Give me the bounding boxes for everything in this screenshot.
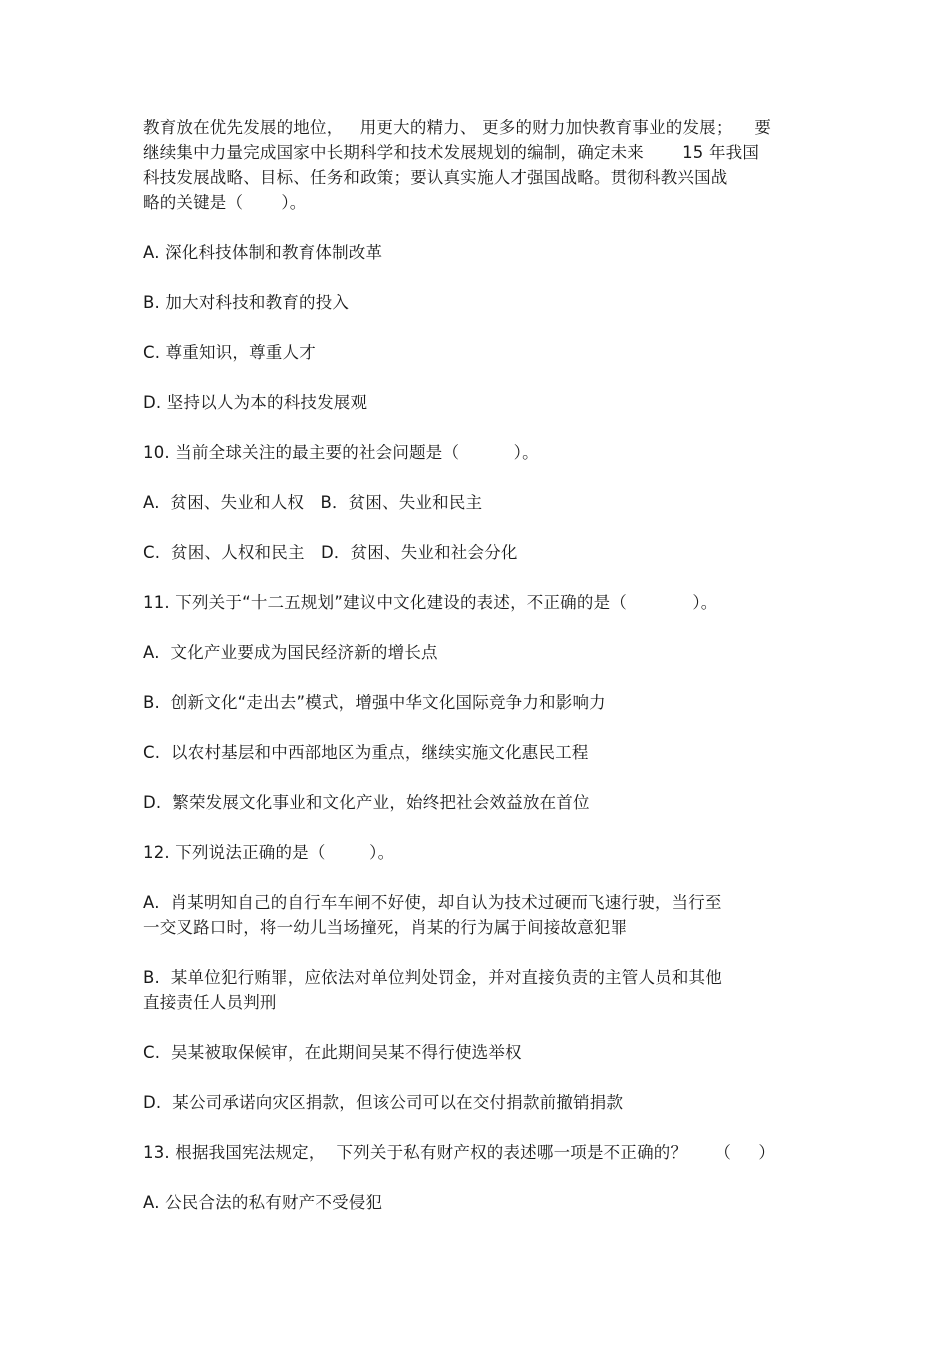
q10-options-ab: A. 贫困、失业和人权 B．贫困、失业和民主 [143,493,483,512]
q12-option-c: C. 吴某被取保候审，在此期间吴某不得行使选举权 [143,1043,522,1062]
intro-option-c: C. 尊重知识，尊重人才 [143,343,316,362]
q11-option-a: A. 文化产业要成为国民经济新的增长点 [143,643,438,662]
q11-option-d: D. 繁荣发展文化事业和文化产业，始终把社会效益放在首位 [143,793,590,812]
q12-stem: 12. 下列说法正确的是（ ）。 [143,843,395,862]
q11-stem: 11. 下列关于“十二五规划”建议中文化建设的表述，不正确的是（ ）。 [143,593,718,612]
intro-line-4: 略的关键是（ ）。 [143,193,307,212]
q13-stem: 13. 根据我国宪法规定， 下列关于私有财产权的表述哪一项是不正确的？ （ ） [143,1143,776,1162]
q12-option-b-line1: B. 某单位犯行贿罪，应依法对单位判处罚金，并对直接负责的主管人员和其他 [143,968,722,987]
q12-option-d: D. 某公司承诺向灾区捐款，但该公司可以在交付捐款前撤销捐款 [143,1093,624,1112]
q11-option-c: C. 以农村基层和中西部地区为重点，继续实施文化惠民工程 [143,743,589,762]
intro-line-2: 继续集中力量完成国家中长期科学和技术发展规划的编制，确定未来 15 年我国 [143,143,760,162]
q11-option-b: B. 创新文化“走出去”模式，增强中华文化国际竞争力和影响力 [143,693,606,712]
q12-option-a-line1: A. 肖某明知自己的自行车车闸不好使，却自认为技术过硬而飞速行驶，当行至 [143,893,722,912]
q12-option-a-line2: 一交叉路口时，将一幼儿当场撞死，肖某的行为属于间接故意犯罪 [143,918,628,937]
intro-option-d: D. 坚持以人为本的科技发展观 [143,393,368,412]
intro-option-a: A. 深化科技体制和教育体制改革 [143,243,383,262]
intro-line-1: 教育放在优先发展的地位， 用更大的精力、 更多的财力加快教育事业的发展； 要 [143,118,772,137]
q10-stem: 10. 当前全球关注的最主要的社会问题是（ ）。 [143,443,539,462]
q10-options-cd: C. 贫困、人权和民主 D．贫困、失业和社会分化 [143,543,518,562]
q12-option-b-line2: 直接责任人员判刑 [143,993,277,1012]
q13-option-a: A. 公民合法的私有财产不受侵犯 [143,1193,383,1212]
intro-option-b: B. 加大对科技和教育的投入 [143,293,350,312]
intro-line-3: 科技发展战略、目标、任务和政策；要认真实施人才强国战略。贯彻科教兴国战 [143,168,728,187]
